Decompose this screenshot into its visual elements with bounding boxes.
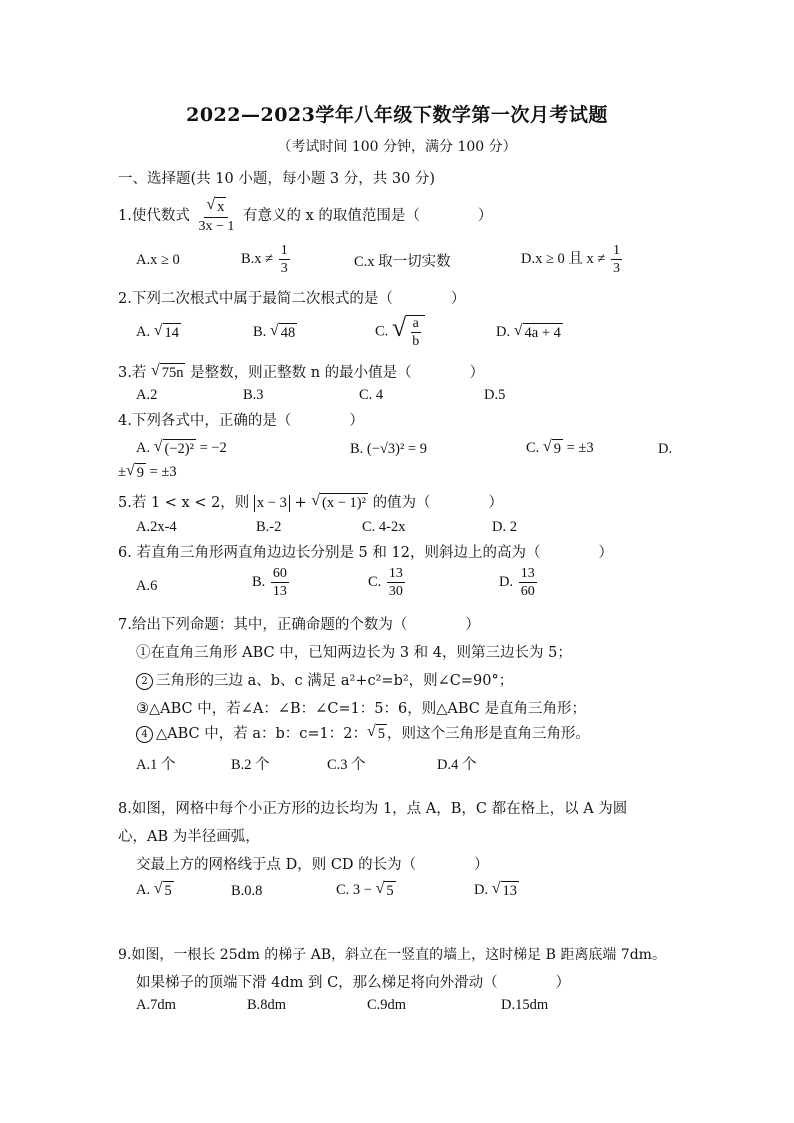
question-4: 4.下列各式中，正确的是（ ） [118, 413, 364, 429]
q2-c-label: C. [375, 323, 389, 340]
q6-c-num: 13 [387, 566, 405, 583]
q4-c-label: C. [526, 439, 540, 456]
q4-a-label: A. [136, 439, 151, 456]
q1-suffix: 有意义的 x 的取值范围是（ ） [242, 207, 493, 224]
q2-option-a: A. √ 14 [136, 322, 180, 341]
q2-c-num: a [411, 316, 421, 333]
q1-frac-den: 3x − 1 [198, 219, 235, 235]
q3-post: 是整数，则正整数 n 的最小值是（ ） [190, 365, 485, 381]
q7-item-2-mark: 2 [136, 673, 153, 690]
q1-d-den: 3 [613, 261, 621, 277]
exam-info: （考试时间 100 分钟，满分 100 分） [277, 139, 517, 155]
q8-d-label: D. [474, 881, 489, 898]
q8-c-radicand: 5 [386, 883, 394, 899]
q2-b-label: B. [253, 323, 267, 340]
q2-d-radicand: 4a + 4 [524, 325, 561, 341]
question-9-line-2: 如果梯子的顶端下滑 4dm 到 C，那么梯足将向外滑动（ ） [136, 975, 571, 991]
q6-c-label: C. [368, 574, 382, 591]
q5-option-a: A.2x-4 [136, 519, 177, 535]
q5-post: 的值为（ ） [372, 495, 504, 511]
q5-radicand: (x − 1)² [322, 495, 366, 512]
q6-option-c [368, 566, 407, 600]
q6-b-label: B. [252, 574, 266, 591]
question-8-line-3: 交最上方的网格线于点 D，则 CD 的长为（ ） [136, 857, 489, 873]
q4-a-tail: = −2 [199, 439, 227, 456]
question-2: 2.下列二次根式中属于最简二次根式的是（ ） [118, 291, 466, 307]
q8-d-radicand: 13 [502, 883, 518, 899]
question-5: 5.若 1 < x < 2，则 x − 3 + √ (x − 1)² 的值为（ ） [118, 492, 504, 512]
q6-d-label: D. [499, 574, 514, 591]
question-8-line-2: 心，AB 为半径画弧， [118, 829, 260, 845]
q1-d-num: 1 [611, 243, 622, 260]
q6-b-num: 60 [271, 566, 289, 583]
q7-item-4-pre: △ABC 中，若 a：b：c=1：2： [156, 726, 368, 742]
q6-d-num: 13 [519, 566, 537, 583]
q7-item-4-radicand: 5 [377, 726, 386, 743]
q8-a-label: A. [136, 881, 151, 898]
q7-item-4: 4 △ABC 中，若 a：b：c=1：2： √ 5 ，则这个三角形是直角三角形。 [136, 722, 590, 744]
q7-item-4-post: ，则这个三角形是直角三角形。 [387, 726, 591, 742]
q1-frac-num: x [217, 199, 225, 215]
q5-pre: 5.若 1 < x < 2，则 [118, 495, 250, 511]
q5-option-d: D. 2 [492, 519, 517, 535]
q7-item-2 [136, 669, 513, 690]
q9-option-d: D.15dm [501, 997, 549, 1013]
q1-option-a: A.x ≥ 0 [136, 252, 180, 268]
q2-d-label: D. [496, 323, 511, 340]
q6-d-den: 60 [520, 584, 535, 600]
q6-option-d [499, 566, 539, 600]
q6-c-den: 30 [388, 584, 403, 600]
q6-option-a: A.6 [136, 578, 158, 594]
q1-d-pre: D.x ≥ 0 且 x ≠ [521, 251, 606, 268]
q7-item-2-text: 三角形的三边 a、b、c 满足 a²+c²=b²，则∠C=90°； [156, 673, 514, 689]
q4-option-b: B. (−√3)² = 9 [350, 441, 427, 457]
question-6: 6. 若直角三角形两直角边边长分别是 5 和 12，则斜边上的高为（ ） [118, 545, 613, 561]
q8-option-b: B.0.8 [231, 883, 263, 899]
q4-option-d-label: D. [658, 441, 673, 457]
q7-item-1-text: 在直角三角形 ABC 中，已知两边长为 3 和 4，则第三边长为 5； [150, 645, 572, 661]
q5-plus: + [294, 495, 307, 511]
q8-option-c: C. 3 − √ 5 [336, 880, 394, 899]
q3-option-b: B.3 [243, 387, 264, 403]
q4-a-radicand: (−2)² [164, 441, 194, 457]
q2-option-b: B. √ 48 [253, 322, 296, 341]
q1-prefix: 1.使代数式 [118, 207, 190, 224]
q3-option-c: C. 4 [359, 387, 384, 403]
q4-c-radicand: 9 [553, 441, 561, 457]
q1-b-den: 3 [280, 261, 288, 277]
q7-option-a: A.1 个 [136, 757, 176, 773]
q3-option-a: A.2 [136, 387, 158, 403]
q7-option-b: B.2 个 [231, 757, 270, 773]
q4-c-tail: = ±3 [566, 439, 594, 456]
q2-option-c: C. √ $\frac{a}{b}$ [375, 315, 425, 350]
q7-option-d: D.4 个 [437, 757, 477, 773]
q9-option-c: C.9dm [367, 997, 407, 1013]
q2-b-radicand: 48 [280, 325, 296, 341]
q5-absolute: x − 3 [254, 495, 290, 512]
q1-option-d [521, 243, 624, 277]
q3-radicand: 75n [161, 365, 184, 382]
q9-option-a: A.7dm [136, 997, 176, 1013]
q4-d-tail: = ±3 [149, 463, 177, 480]
q4-option-c: C. √ 9 = ±3 [526, 438, 594, 457]
q7-option-c: C.3 个 [327, 757, 366, 773]
question-1 [118, 197, 492, 235]
q3-pre: 3.若 [118, 365, 147, 381]
q2-a-label: A. [136, 323, 151, 340]
q5-option-b: B.-2 [256, 519, 282, 535]
q1-option-c: C.x 取一切实数 [354, 254, 451, 270]
q6-option-b [252, 566, 291, 600]
q2-c-den: b [412, 334, 420, 350]
question-8-line-1: 8.如图，网格中每个小正方形的边长均为 1，点 A，B，C 都在格上，以 A 为圆 [118, 801, 628, 817]
q5-option-c: C. 4-2x [362, 519, 406, 535]
q7-item-3: ③△ABC 中，若∠A：∠B：∠C=1：5：6，则△ABC 是直角三角形； [136, 701, 586, 717]
q6-b-den: 13 [272, 584, 287, 600]
page-title: 2022—2023学年八年级下数学第一次月考试题 [186, 104, 608, 126]
section-heading: 一、选择题(共 10 小题，每小题 3 分，共 30 分) [118, 171, 436, 187]
question-3: 3.若 √ 75n 是整数，则正整数 n 的最小值是（ ） [118, 362, 485, 382]
q4-d-radicand: 9 [136, 465, 144, 481]
q1-b-pre: B.x ≠ [241, 251, 274, 268]
question-9-line-1: 9.如图，一根长 25dm 的梯子 AB，斜立在一竖直的墙上，这时梯足 B 距离底端 7dm。 [118, 947, 666, 963]
q7-item-1 [136, 641, 572, 662]
q2-option-d: D. √ 4a + 4 [496, 322, 561, 341]
q4-d-pre: ± [118, 463, 126, 480]
q1-b-num: 1 [279, 243, 290, 260]
q3-option-d: D.5 [484, 387, 506, 403]
q9-option-b: B.8dm [247, 997, 287, 1013]
question-7: 7.给出下列命题：其中，正确命题的个数为（ ） [118, 617, 480, 633]
q4-option-d: ± √ 9 = ±3 [118, 462, 177, 481]
q8-a-radicand: 5 [164, 883, 172, 899]
q7-item-1-mark: ① [136, 645, 151, 661]
q8-option-d: D. √ 13 [474, 880, 518, 899]
q1-option-b [241, 243, 292, 277]
q7-item-4-mark: 4 [136, 726, 153, 743]
q8-option-a: A. √ 5 [136, 880, 172, 899]
q1-fraction: √ x 3x − 1 [198, 196, 235, 235]
q4-option-a: A. √ (−2)² = −2 [136, 438, 227, 457]
q2-a-radicand: 14 [164, 325, 180, 341]
q8-c-label: C. 3 − [336, 881, 372, 898]
